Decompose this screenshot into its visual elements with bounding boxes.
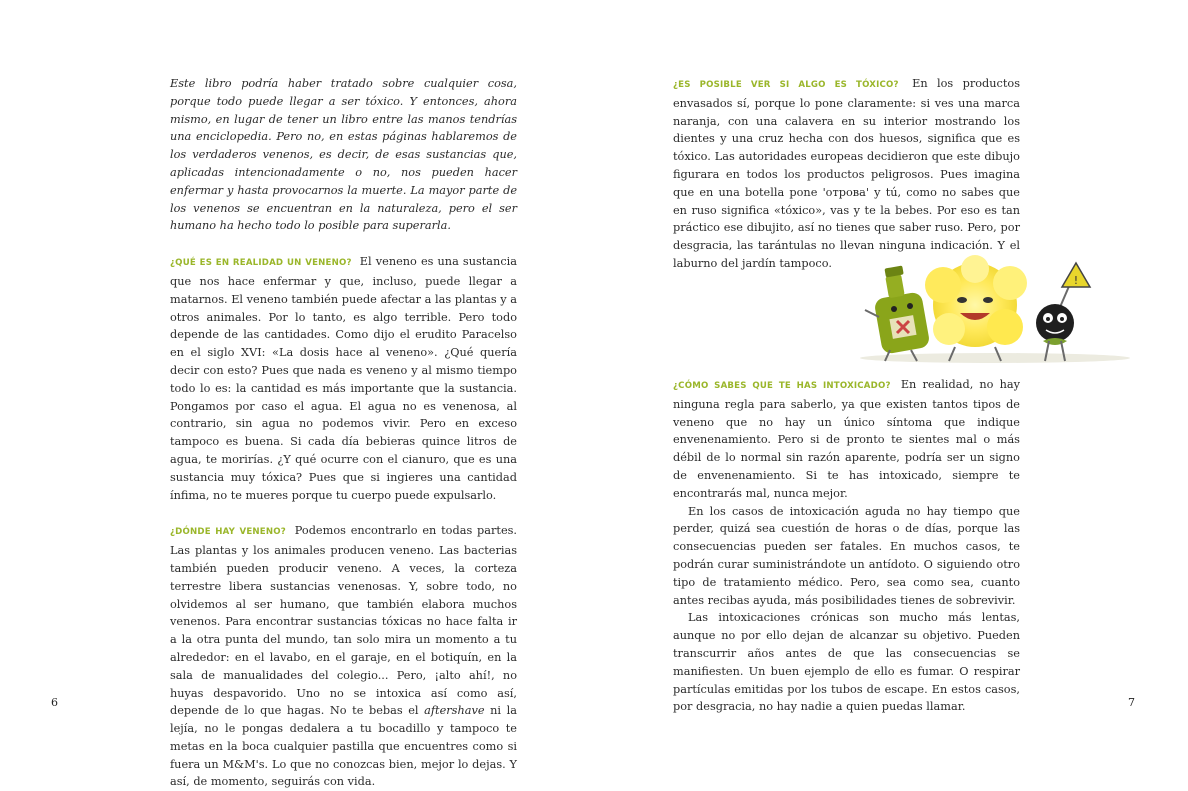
yellow-blob-character: [925, 255, 1027, 361]
page-number-right: 7: [1128, 696, 1135, 709]
section-heading: ¿DÓNDE HAY VENENO?: [170, 527, 286, 538]
section-body: En realidad, no hay ninguna regla para saberlo, ya que existen tantos tipos de veneno que no hay un único síntoma que indique envenenamiento. Pero si de pronto te sientes mal o más débil de lo normal sin razón aparente, podría ser un signo de envenenamiento. Si te has intoxicado, siempre te encontrarás mal, nunca mejor.: [673, 378, 1020, 500]
left-page-text: [170, 75, 517, 791]
berry-character-with-sign: [1036, 263, 1090, 361]
section-is-it-visible: [673, 75, 1020, 273]
right-page-text-top: [673, 75, 1020, 273]
right-page-text-bottom: [673, 376, 1020, 716]
section-body: Podemos encontrarlo en todas partes. Las plantas y los animales producen veneno. Las bacterias también pueden producir veneno. A veces, la corteza terrestre libera sustancias venenosas. Y, sobre todo, no olvidemos al ser humano, que también elabora muchos venenos. Para encontrar sustancias tóxicas no hace falta ir a la otra punta del mundo, tan solo mira un momento a tu alrededor: en el lavabo, en el garaje, en el botiquín, en la sala de manualidades del colegio... Pero, ¡alto ahí!, no huyas despavorido. Uno no se intoxica así como así, depende de lo que hagas. No te bebas el: [170, 524, 518, 718]
page-number-left: 6: [51, 696, 58, 709]
section-heading: ¿QUÉ ES EN REALIDAD UN VENENO?: [170, 258, 352, 269]
intro-paragraph: Este libro podría haber tratado sobre cualquier cosa, porque todo puede llegar a ser tóxico. Y entonces, ahora mismo, en lugar de tener un libro entre las manos tendrías una enciclopedia. Pero no, en estas páginas hablaremos de los verdaderos venenos, es decir, de esas sustancias que, aplicadas intencionadamente o no, nos pueden hacer enfermar y hasta provocarnos la muerte. La mayor parte de los venenos se encuentran en la naturaleza, pero el ser humano ha hecho todo lo posible para superarla.: [170, 77, 517, 233]
italic-term: aftershave: [424, 704, 485, 718]
poison-characters-illustration: [845, 255, 1135, 370]
section-heading: ¿CÓMO SABES QUE TE HAS INTOXICADO?: [673, 381, 891, 391]
section-body: ni la lejía, no le pongas dedalera a tu bocadillo y tampoco te metas en la boca cualquier pastilla que encuentres como si fuera un M&M's. Lo que no conozcas bien, mejor lo dejas. Y así, de momento, seguirás con vida.: [170, 704, 517, 789]
section-what-is-poison: [170, 253, 517, 504]
section-body: En los productos envasados sí, porque lo pone claramente: si ves una marca naranja, con una calavera en su interior mostrando los dientes y una cruz hecha con dos huesos, significa que es tóxico. Las autoridades europeas decidieron que este dibujo figurara en todos los productos peligrosos. Pues imagina que en una botella pone 'отрова' y tú, como no sabes que en ruso significa «tóxico», vas y te la bebes. Por eso es tan práctico ese dibujito, así no tienes que saber ruso. Pero, por desgracia, las tarántulas no llevan ninguna indicación. Y el laburno del jardín tampoco.: [673, 77, 1020, 270]
section-where-is-poison: [170, 522, 517, 791]
section-heading: ¿ES POSIBLE VER SI ALGO ES TÓXICO?: [673, 80, 899, 90]
poison-bottle-character: [865, 265, 930, 361]
section-how-to-know: [673, 376, 1020, 503]
paragraph-acute: En los casos de intoxicación aguda no hay tiempo que perder, quizá sea cuestión de horas o de días, porque las consecuencias pueden ser fatales. En muchos casos, te podrán curar suministrándote un antídoto. O siguiendo otro tipo de tratamiento médico. Pero, sea como sea, cuanto antes recibas ayuda, más posibilidades tienes de sobrevivir.: [673, 504, 1020, 607]
svg-text:!: !: [1073, 274, 1079, 287]
section-body: El veneno es una sustancia que nos hace enfermar y que, incluso, puede llegar a matarnos. El veneno también puede afectar a las plantas y a otros animales. Por lo tanto, es algo terrible. Pero todo depende de las cantidades. Como dijo el erudito Paracelso en el siglo XVI: «La dosis hace al veneno». ¿Qué quería decir con esto? Pues que nada es veneno y al mismo tiempo todo lo es: la cantidad es más importante que la sustancia. Pongamos por caso el agua. El agua no es venenosa, al contrario, sin agua no podemos vivir. Pero en exceso tampoco es buena. Si cada día bebieras quince litros de agua, te morirías. ¿Y qué ocurre con el cianuro, que es una sustancia muy tóxica? Pues que si ingieres una cantidad ínfima, no te mueres porque tu cuerpo puede expulsarlo.: [170, 255, 517, 502]
paragraph-chronic: Las intoxicaciones crónicas son mucho más lentas, aunque no por ello dejan de alcanzar su objetivo. Pueden transcurrir años antes de que las consecuencias se manifiesten. Un buen ejemplo de ello es fumar. O respirar partículas emitidas por los tubos de escape. En estos casos, por desgracia, no hay nadie a quien puedas llamar.: [673, 611, 1020, 714]
